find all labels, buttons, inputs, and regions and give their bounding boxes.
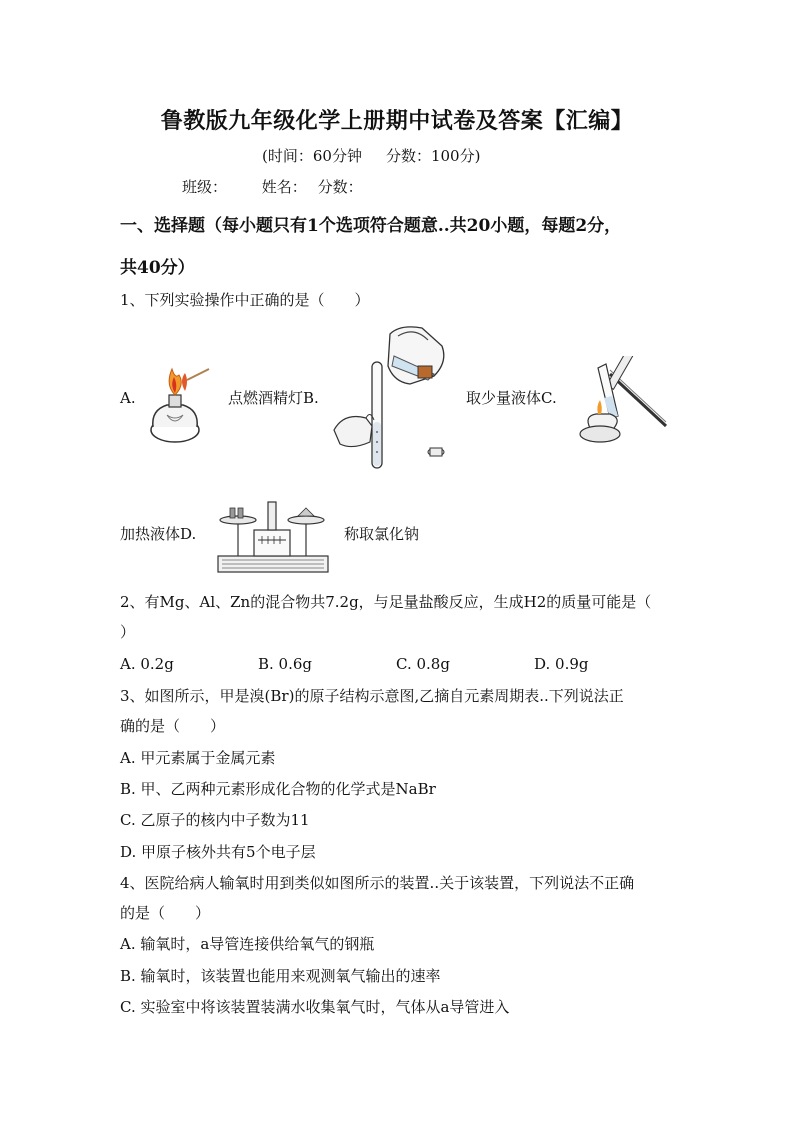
- heating-liquid-figure: [570, 356, 670, 448]
- class-label: 班级：: [182, 178, 228, 196]
- q3-option-a: A. 甲元素属于金属元素: [120, 749, 276, 767]
- points-label: 分数：: [317, 178, 363, 196]
- q4-stem-line1: 4、医院给病人输氧时用到类似如图所示的装置..关于该装置，下列说法不正确: [120, 874, 635, 892]
- q1-stem: 1、下列实验操作中正确的是（ ）: [120, 291, 370, 309]
- q3-option-b: B. 甲、乙两种元素形成化合物的化学式是NaBr: [120, 780, 436, 798]
- q2-option-a: A. 0.2g: [120, 655, 174, 673]
- q2-option-d: D. 0.9g: [534, 655, 589, 673]
- q2-stem-line1: 2、有Mg、Al、Zn的混合物共7.2g，与足量盐酸反应，生成H2的质量可能是（: [120, 593, 652, 611]
- time-label: (时间：60分钟: [262, 147, 362, 165]
- section-heading-line1: 一、选择题（每小题只有1个选项符合题意..共20小题，每题2分，: [120, 216, 622, 236]
- q1-option-a-text: 点燃酒精灯B.: [228, 389, 319, 407]
- q3-stem-line1: 3、如图所示，甲是溴(Br)的原子结构示意图,乙摘自元素周期表..下列说法正: [120, 687, 624, 705]
- q4-option-b: B. 输氧时，该装置也能用来观测氧气输出的速率: [120, 967, 441, 985]
- balance-scale-figure: [214, 496, 332, 576]
- q2-option-c: C. 0.8g: [396, 655, 450, 673]
- q2-stem-line2: ）: [120, 623, 136, 641]
- q2-option-b: B. 0.6g: [258, 655, 313, 673]
- pouring-liquid-figure: [330, 322, 460, 474]
- q1-option-c-text: 加热液体D.: [120, 525, 197, 543]
- score-label: 分数：100分): [385, 147, 481, 165]
- section-heading-line2: 共40分）: [120, 258, 195, 278]
- exam-meta: [262, 145, 480, 166]
- name-label: 姓名：: [261, 178, 307, 196]
- q3-option-d: D. 甲原子核外共有5个电子层: [120, 843, 316, 861]
- q1-option-d-text: 称取氯化钠: [344, 525, 420, 543]
- q1-option-a-prefix: A.: [120, 389, 136, 407]
- q4-stem-line2: 的是（ ）: [120, 904, 211, 922]
- student-info: [182, 176, 393, 197]
- q1-option-b-text: 取少量液体C.: [466, 389, 557, 407]
- q3-stem-line2: 确的是（ ）: [120, 717, 226, 735]
- q3-option-c: C. 乙原子的核内中子数为11: [120, 811, 310, 829]
- alcohol-lamp-figure: [145, 355, 215, 445]
- q4-option-a: A. 输氧时，a导管连接供给氧气的钢瓶: [120, 935, 375, 953]
- q4-option-c: C. 实验室中将该装置装满水收集氧气时，气体从a导管进入: [120, 998, 510, 1016]
- page-title: 鲁教版九年级化学上册期中试卷及答案【汇编】: [160, 108, 634, 134]
